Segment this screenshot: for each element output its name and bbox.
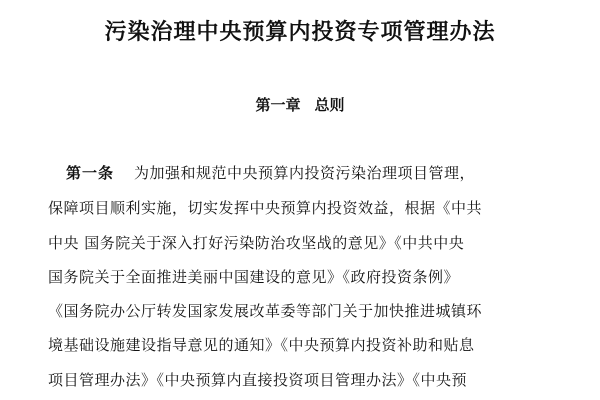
chapter-number: 第一章 bbox=[255, 96, 301, 114]
article-text-line: 项目管理办法》《中央预算内直接投资项目管理办法》《中央预 bbox=[48, 371, 468, 389]
article-text-line: 为加强和规范中央预算内投资污染治理项目管理， bbox=[134, 164, 476, 182]
chapter-name: 总则 bbox=[314, 96, 345, 114]
document-title: 污染治理中央预算内投资专项管理办法 bbox=[104, 20, 496, 45]
article-text-line: 中央 国务院关于深入打好污染防治攻坚战的意见》《中共中央 bbox=[48, 234, 465, 252]
article-label: 第一条 bbox=[66, 164, 115, 182]
article-text-line: 保障项目顺利实施，切实发挥中央预算内投资效益，根据《中共 bbox=[48, 199, 483, 217]
article-text-line: 境基础设施建设指导意见的通知》《中央预算内投资补助和贴息 bbox=[48, 336, 475, 354]
article-text-line: 《国务院办公厅转发国家发展改革委等部门关于加快推进城镇环 bbox=[48, 302, 483, 320]
article-text-line: 国务院关于全面推进美丽中国建设的意见》《政府投资条例》 bbox=[48, 268, 460, 286]
chapter-heading bbox=[0, 95, 600, 115]
article-first-line bbox=[66, 163, 586, 183]
